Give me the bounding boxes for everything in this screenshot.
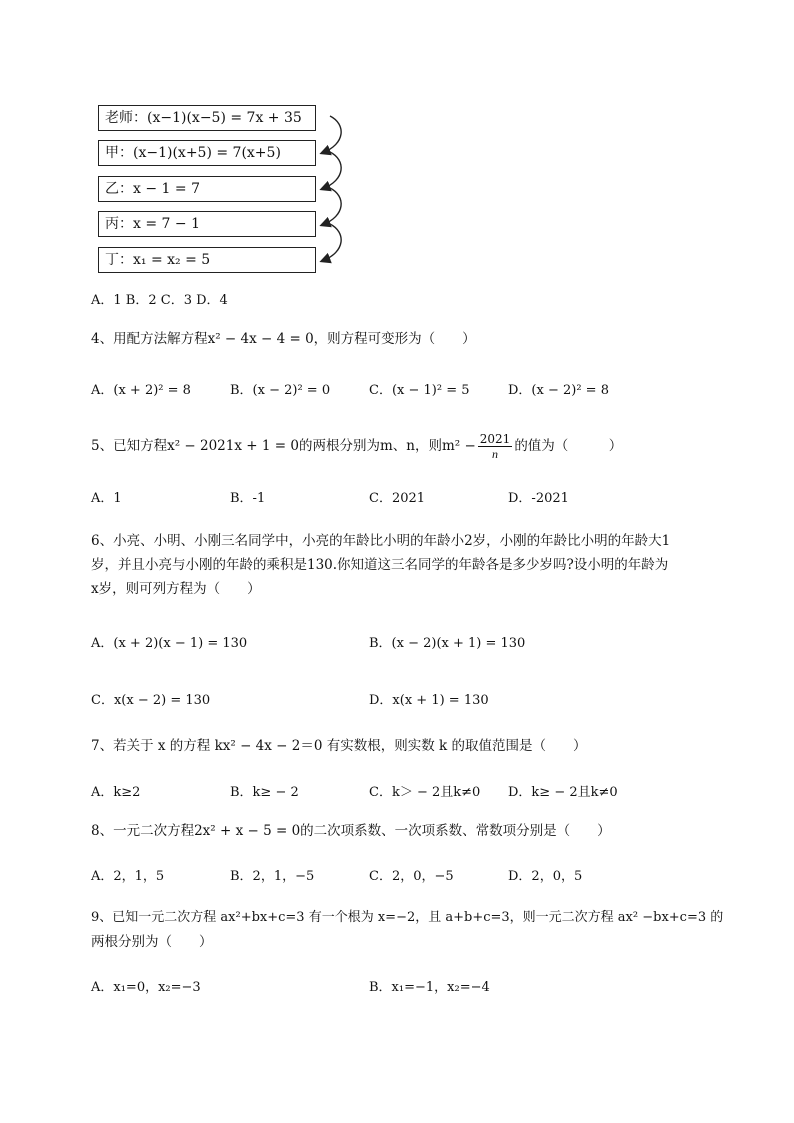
q4-option-a: A．(x + 2)² = 8 [91, 383, 191, 398]
q6-line2: 岁，并且小亮与小刚的年龄的乘积是130.你知道这三名同学的年龄各是多少岁吗?设小明的年龄为 [91, 557, 669, 573]
step-box-bing [98, 211, 316, 237]
q6-line1: 6、小亮、小明、小刚三名同学中，小亮的年龄比小明的年龄小2岁，小刚的年龄比小明的年龄大1 [91, 533, 671, 549]
q9-option-b: B．x₁=−1，x₂=−4 [369, 980, 490, 995]
step-box-ding [98, 247, 316, 273]
q8-option-c: C．2，0，−5 [369, 869, 454, 884]
step-text: 老师：(x−1)(x−5) = 7x + 35 [105, 110, 302, 126]
q6-line3: x岁，则可列方程为（ ） [91, 581, 261, 597]
step-text: 丁：x₁ = x₂ = 5 [105, 252, 211, 268]
step-text: 丙：x = 7 − 1 [105, 216, 200, 232]
q9-line2: 两根分别为（ ） [91, 934, 213, 950]
q8-stem: 8、一元二次方程2x² + x − 5 = 0的二次项系数、一次项系数、常数项分别是（ ） [91, 823, 611, 839]
q9-option-a: A．x₁=0，x₂=−3 [91, 980, 201, 995]
q8-option-b: B．2，1，−5 [230, 869, 315, 884]
q5-fraction [478, 432, 513, 461]
q5-option-b: B．-1 [230, 491, 266, 506]
q5-option-a: A．1 [91, 491, 122, 506]
q5-stem [91, 428, 622, 464]
q8-option-a: A．2，1，5 [91, 869, 165, 884]
step-text: 甲：(x−1)(x+5) = 7(x+5) [105, 145, 281, 161]
step-box-jia [98, 140, 316, 166]
q7-stem: 7、若关于 x 的方程 kx² − 4x − 2＝0 有实数根，则实数 k 的取值范围是（ ） [91, 738, 587, 754]
flow-arrows [316, 108, 352, 268]
q5-option-c: C．2021 [369, 491, 426, 506]
q9-line1: 9、已知一元二次方程 ax²+bx+c=3 有一个根为 x=−2，且 a+b+c=3，则一元二次方程 ax² −bx+c=3 的 [91, 910, 724, 925]
q5-frac-den: n [492, 447, 499, 461]
q7-option-c: C．k＞ − 2且k≠0 [369, 785, 481, 800]
curved-arrow-icon [322, 152, 341, 189]
curved-arrow-icon [322, 116, 341, 153]
q6-option-c: C．x(x − 2) = 130 [91, 693, 211, 708]
q5-stem-before: 5、已知方程x² − 2021x + 1 = 0的两根分别为m、n，则m² − [91, 438, 476, 454]
q5-option-d: D．-2021 [508, 491, 569, 506]
step-box-yi [98, 176, 316, 202]
q6-option-a: A．(x + 2)(x − 1) = 130 [91, 636, 248, 651]
step-text: 乙：x − 1 = 7 [105, 181, 200, 197]
curved-arrow-icon [322, 188, 341, 225]
q7-option-d: D．k≥ − 2且k≠0 [508, 785, 618, 800]
q4-option-d: D．(x − 2)² = 8 [508, 383, 609, 398]
q8-option-d: D．2，0，5 [508, 869, 583, 884]
q7-option-a: A．k≥2 [91, 785, 141, 800]
q4-option-c: C．(x − 1)² = 5 [369, 383, 470, 398]
q6-option-d: D．x(x + 1) = 130 [369, 693, 489, 708]
q4-option-b: B．(x − 2)² = 0 [230, 383, 331, 398]
q6-option-b: B．(x − 2)(x + 1) = 130 [369, 636, 526, 651]
q7-option-b: B．k≥ − 2 [230, 785, 299, 800]
step-box-teacher [98, 105, 316, 131]
q5-stem-after: 的值为（ ） [514, 438, 623, 454]
q5-frac-num: 2021 [479, 432, 511, 446]
q3-options: A．1 B．2 C．3 D．4 [91, 293, 228, 308]
q4-stem: 4、用配方法解方程x² − 4x − 4 = 0，则方程可变形为（ ） [91, 331, 476, 347]
curved-arrow-icon [322, 224, 341, 261]
